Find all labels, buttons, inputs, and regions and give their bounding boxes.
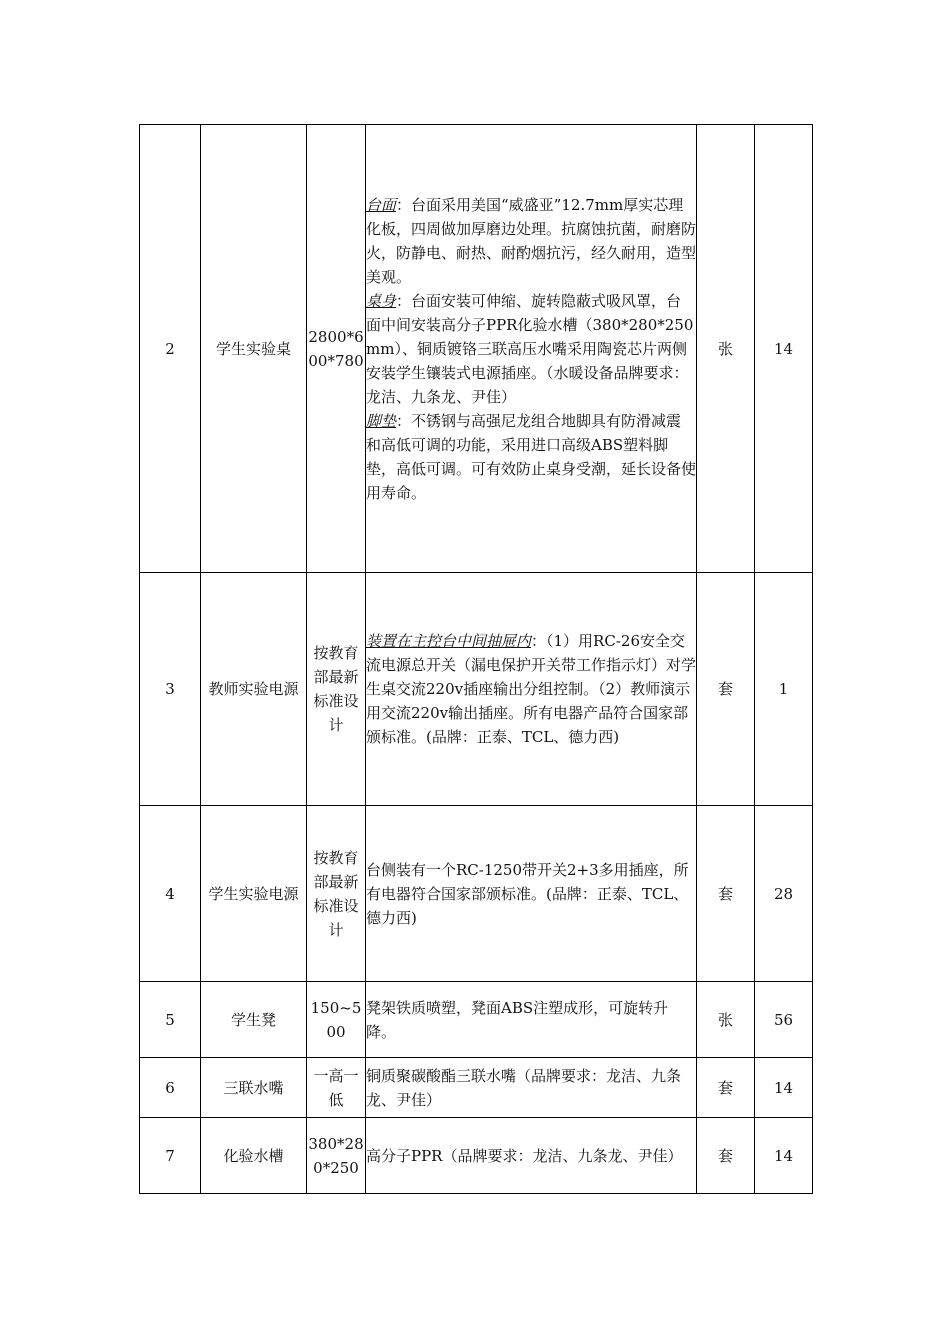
description-text: ：（1）用RC-26安全交流电源总开关（漏电保护开关带工作指示灯）对学生桌交流220v插座输出分组控制。（2）教师演示用交流220v输出插座。所有电器产品符合国家部颁标准。(品牌：正泰、TCL、德力西) [366,632,697,746]
item-description [366,1058,697,1118]
table-row [140,573,813,806]
item-description [366,806,697,982]
description-paragraph [366,409,696,505]
table-row [140,125,813,573]
description-paragraph [366,629,696,749]
description-paragraph [366,193,696,289]
item-name: 教师实验电源 [201,573,307,806]
description-text: ：台面采用美国“威盛亚”12.7mm厚实芯理化板，四周做加厚磨边处理。抗腐蚀抗菌，耐磨防火，防静电、耐热、耐酌烟抗污，经久耐用，造型美观。 [366,195,697,286]
item-description [366,573,697,806]
description-text: 高分子PPR（品牌要求：龙洁、九条龙、尹佳） [366,1146,683,1165]
description-heading: 装置在主控台中间抽屉内 [366,632,532,650]
item-unit: 套 [697,1058,755,1118]
item-quantity: 14 [755,125,813,573]
item-description [366,1118,697,1194]
description-paragraph [366,1064,696,1112]
item-spec: 150~500 [307,982,366,1058]
item-number: 4 [140,806,201,982]
description-paragraph [366,289,696,409]
description-heading: 桌身 [366,291,397,310]
item-quantity: 14 [755,1058,813,1118]
description-text: ：不锈钢与高强尼龙组合地脚具有防滑减震和高低可调的功能，采用进口高级ABS塑料脚垫，高低可调。可有效防止桌身受潮，延长设备使用寿命。 [366,411,697,502]
item-number: 7 [140,1118,201,1194]
item-name: 三联水嘴 [201,1058,307,1118]
item-unit: 套 [697,1118,755,1194]
equipment-spec-table [139,124,813,1194]
description-text: 台侧装有一个RC-1250带开关2+3多用插座，所有电器符合国家部颁标准。(品牌：正泰、TCL、德力西) [366,860,689,927]
item-spec: 按教育部最新标准设计 [307,573,366,806]
item-number: 6 [140,1058,201,1118]
item-spec: 一高一低 [307,1058,366,1118]
item-unit: 张 [697,125,755,573]
description-heading: 脚垫 [366,411,397,430]
item-description [366,982,697,1058]
description-paragraph [366,858,696,930]
table-row [140,1058,813,1118]
description-paragraph [366,996,696,1044]
description-heading: 台面 [366,195,397,214]
description-paragraph [366,1144,696,1168]
table-row [140,806,813,982]
table-row [140,1118,813,1194]
description-text: 铜质聚碳酸酯三联水嘴（品牌要求：龙洁、九条龙、尹佳） [366,1066,682,1109]
item-name: 学生实验桌 [201,125,307,573]
item-unit: 套 [697,573,755,806]
item-name: 化验水槽 [201,1118,307,1194]
item-number: 2 [140,125,201,573]
item-quantity: 1 [755,573,813,806]
item-unit: 张 [697,982,755,1058]
item-quantity: 14 [755,1118,813,1194]
item-quantity: 56 [755,982,813,1058]
item-spec: 按教育部最新标准设计 [307,806,366,982]
table-row [140,982,813,1058]
item-name: 学生凳 [201,982,307,1058]
item-name: 学生实验电源 [201,806,307,982]
item-number: 5 [140,982,201,1058]
description-text: ：台面安装可伸缩、旋转隐蔽式吸风罩，台面中间安装高分子PPR化验水槽（380*280*250mm）、铜质镀铬三联高压水嘴采用陶瓷芯片两侧安装学生镶装式电源插座。（水暖设备品牌要求：龙洁、九条龙、尹佳） [366,291,694,406]
item-description [366,125,697,573]
item-quantity: 28 [755,806,813,982]
description-text: 凳架铁质喷塑，凳面ABS注塑成形，可旋转升降。 [366,998,669,1041]
item-spec: 2800*600*780 [307,125,366,573]
item-unit: 套 [697,806,755,982]
item-number: 3 [140,573,201,806]
item-spec: 380*280*250 [307,1118,366,1194]
